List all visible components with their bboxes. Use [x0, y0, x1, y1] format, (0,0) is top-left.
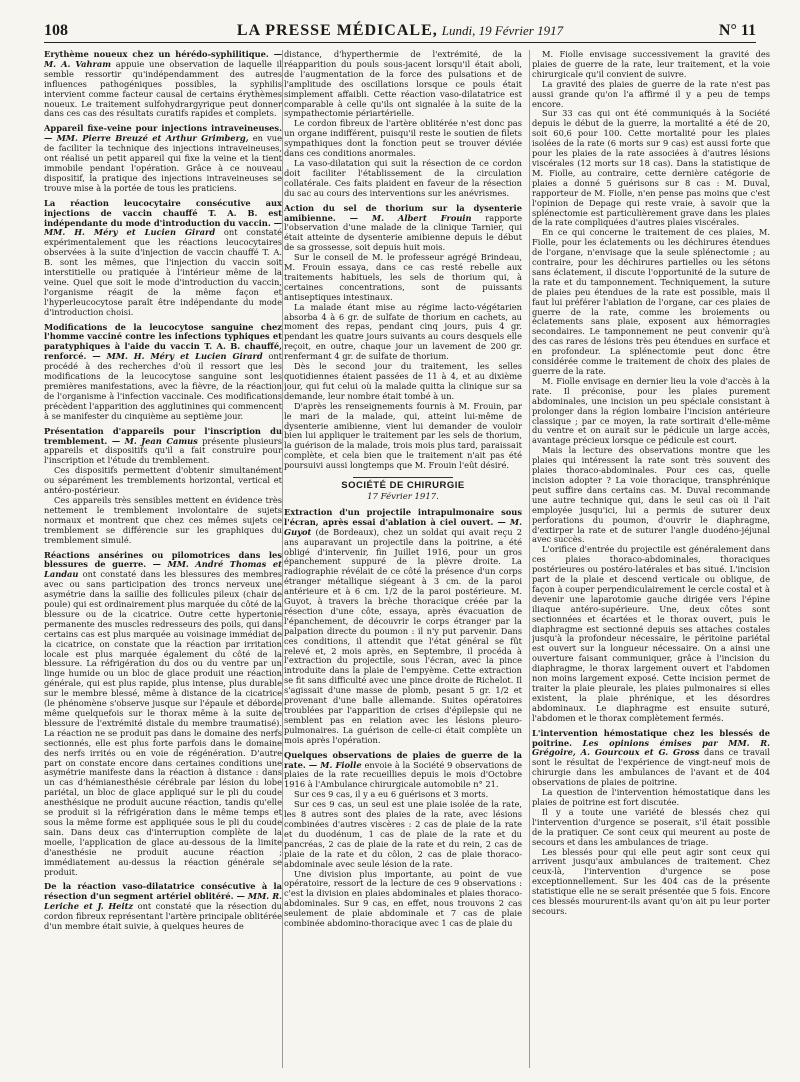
abstract-text: [44, 50, 282, 119]
abstract-title: Modifications de la leucocytose sanguine chez l'homme vacciné contre les infections typhiques et paratyphiques à l'aide du vaccin T. A. B. chauffé, renforcé.: [44, 321, 282, 362]
abstract-body: ont constaté que la résection du cordon fibreux représentant l'artère principale oblitérée d'un membre était suivie, à quelques heures de: [44, 901, 282, 932]
abstract: [44, 551, 282, 878]
paragraph: Ces dispositifs permettent d'obtenir simultanément ou séparément les tremblements horizontal, vertical et antéro-postérieur.: [44, 465, 282, 496]
abstract: [284, 204, 522, 471]
abstract-text: [284, 751, 522, 791]
society-heading: SOCIÉTÉ DE CHIRURGIE: [341, 480, 465, 492]
abstract-title: Action du sel de thorium sur la dysenterie amibienne.: [284, 202, 522, 223]
abstract-authors: — MM. R. Leriche et J. Heitz: [44, 891, 282, 912]
paragraph: distance, d'hyperthermie de l'extrémité, de la réapparition du pouls sous-jacent lorsqu'il était aboli, de l'augmentation de la force des pulsations et de l'amplitude des oscillations lorsque ce pouls était simplement affaibli. Cette réaction vaso-dilatatrice est comparable à celle qu'ils ont signalée à la suite de la sympathectomie périartérielle.: [284, 50, 522, 119]
abstract-authors: — M. Fiolle: [305, 759, 362, 770]
issue-date: Lundi, 19 Février 1917: [441, 23, 564, 38]
abstract-authors: — M. A. Vahram: [44, 50, 282, 69]
paragraph: M. Fiolle envisage successivement la gravité des plaies de guerre de la rate, leur traitement, et la voie chirurgicale qu'il convient de suivre.: [532, 50, 770, 79]
abstract-body: en vue de faciliter la technique des injections intraveineuses, ont réalisé un petit appareil qui fixe la veine et la tient immobile pendant l'opération. Grâce à ce nouveau dispositif, la pratique des injections intraveineuses se trouve mise à la portée de tous les praticiens.: [44, 133, 282, 193]
abstract-body: (de Bordeaux), chez un soldat qui avait reçu 2 ans auparavant un projectile dans la poitrine, a été obligé d'intervenir, fin Juillet 1916, pour un gros épanchement suppuré de la plèvre droite. La radiographie révélait de ce côté la présence d'un corps étranger métallique siégeant à 3 cm. de la paroi antérieure et à 6 cm. 1/2 de la paroi postérieure. M. Guyot, à travers la brèche thoracique créée par la résection d'une côte, essaya, après évacuation de l'épanchement, de découvrir le corps étranger par la palpation directe du poumon : il n'y put parvenir. Dans ces conditions, il attendit que l'état général se fût relevé et, 2 mois après, en Septembre, il procéda à l'extraction du projectile, sous l'écran, avec la pince introduite dans la plaie de l'empyème. Cette extraction se fit sans difficulté avec une pince droite de Richelot. Il s'agissait d'une masse de plomb, pesant 5 gr. 1/2 et provenant d'une balle allemande. Suites opératoires troublées par l'apparition de crises d'épilepsie qui ne semblent pas en relation avec les lésions pleuro-pulmonaires. La guérison de celle-ci était complète un mois après l'opération.: [284, 526, 522, 745]
paragraph: Mais la lecture des observations montre que les plaies qui intéressent la rate sont très souvent des plaies thoraco-abdominales. Pour ces cas, quelle incision adopter ? La voie thoracique, transphrénique peut suffire dans certains cas. M. Duval recommande une autre technique qui, dans le seul cas où il l'ait employée jusqu'ici, lui a permis de suturer deux perforations du poumon, d'ouvrir le diaphragme, d'extirper la rate et de suturer l'angle duodéno-jéjunal avec succès.: [532, 445, 770, 545]
abstract: [44, 427, 282, 546]
paragraph: La vaso-dilatation qui suit la résection de ce cordon doit faciliter l'établissement de la circulation collatérale. Ces faits plaident en faveur de la résection du sac au cours des interventions sur les anévrismes.: [284, 157, 522, 198]
abstract-authors: — MM. H. Méry et Lucien Girard: [44, 217, 282, 238]
abstract: [44, 50, 282, 119]
abstract-text: [44, 882, 282, 932]
paragraph: En ce qui concerne le traitement de ces plaies, M. Fiolle, pour les éclatements ou les déchirures étendues de l'organe, n'envisage que la seule splénectomie ; au contraire, pour les déchirures partielles ou les sétons sans éclatement, il discute l'opportunité de la suture de la rate et du tamponnement. Techniquement, la suture de plaies peu étendues de la rate est possible, mais il faut lui préférer l'ablation de l'organe, car ces plaies de guerre de la rate, comme les broiements ou éclatements sans plaie, exposent aux hémorragies secondaires. Le tamponnement ne peut convenir qu'à des cas rares de lésions très peu étendues en surface et en profondeur. La splénectomie peut donc être considérée comme le traitement de choix des plaies de guerre de la rate.: [532, 227, 770, 376]
abstract: [284, 508, 522, 746]
abstract-body: présente plusieurs appareils et dispositifs qu'il a fait construire pour l'inscription et l'étude du tremblement.: [44, 435, 282, 466]
abstract-title: Quelques observations de plaies de guerre de la rate.: [284, 749, 522, 770]
page-header: [44, 20, 756, 43]
journal-title: [44, 22, 756, 40]
abstract: [532, 729, 770, 917]
abstract-body: appuie une observation de laquelle il semble ressortir qu'indépendamment des autres influences pathogéniques possibles, la syphilis intervient comme facteur causal de certains érythèmes noueux. Le traitement sulfohydrargyrique peut donner dans ces cas des résultats curatifs rapides et complets.: [44, 58, 282, 119]
abstract-title: L'intervention hémostatique chez les blessés de poitrine.: [532, 727, 770, 748]
abstract-authors: — MM. H. Méry et Lucien Girard: [86, 351, 263, 362]
abstract-authors: — MM. Pierre Breuzé et Arthur Grimberg,: [44, 133, 249, 144]
abstract-text: [44, 124, 282, 193]
paragraph: Ces appareils très sensibles mettent en évidence très nettement le tremblement involontaire de sujets normaux et montrent que chez ces mêmes sujets ce tremblement se différencie sur les graphiques du tremblement simulé.: [44, 494, 282, 545]
abstract-authors: — M. Albert Frouin: [335, 212, 472, 223]
abstract-authors: — MM. André Thomas et Landau: [44, 559, 282, 580]
paragraph: La question de l'intervention hémostatique dans les plaies de poitrine est fort discutée.: [532, 787, 770, 807]
paragraph: Une division plus importante, au point de vue opératoire, ressort de la lecture de ces 9 observations : c'est la division en plaies abdominales et plaies thoraco-abdominales. Sur 9 cas, en effet, nous trouvons 2 cas seulement de plaie abdominale et 7 cas de plaie combinée abdomino-thoracique avec 1 cas de plaie du: [284, 868, 522, 929]
abstract-text: [284, 204, 522, 254]
abstract-body: ont constaté dans les blessures des membres avec ou sans participation des troncs nerveux une asymétrie dans la saillie des follicules pileux (chair de poule) qui est ordinairement plus marquée du côté de la blessure ou de la cicatrice. Outre cette hypertonie permanente des muscles redresseurs des poils, qui dans certains cas est plus marquée au voisinage immédiat de la cicatrice, on constate que la réaction par irritation locale est plus marquée également du côté de la blessure. La réfrigération du dos ou du ventre par un linge humide ou un bloc de glace produit une réaction générale, qui est plus rapide, plus intense, plus durable sur le membre blessé, même à distance de la cicatrice (le phénomène s'observe jusque sur l'épaule et déborde même quelquefois sur le thorax même à la suite de blessure de l'extrémité distale du membre traumatisé). La réaction ne se produit pas dans le domaine des nerfs sectionnés, elle est plus forte parfois dans le domaine des nerfs irrités ou en voie de régénération. D'autre part on constate encore dans certaines conditions une asymétrie manifeste dans la réaction à distance : dans un cas d'hémianesthésie cérébrale par lésion du lobe pariétal, un bloc de glace appliqué sur le pli du coude anesthésique ne produit aucune réaction, tandis qu'elle se produit si la réfrigération dans le même temps et sous la même forme est appliquée sous le pli du coude sain. Dans deux cas d'interruption complète de la moelle, l'application de glace au-dessous de la limite d'anesthésie ne produit aucune réaction ; immédiatement au-dessus la réaction générale se produit.: [44, 569, 282, 877]
paragraph: Le cordon fibreux de l'artère oblitérée n'est donc pas un organe indifférent, puisqu'il reste le soutien de filets sympathiques dont la fonction peut se trouver déviée dans ces conditions anormales.: [284, 118, 522, 159]
issue-number: N° 11: [718, 22, 756, 39]
abstract-title: Appareil fixe-veine pour injections intraveineuses.: [44, 123, 282, 134]
journal-name: LA PRESSE MÉDICALE,: [236, 22, 438, 39]
abstract-authors: — M. Jean Camus: [107, 435, 198, 446]
abstract-body: envoie à la Société 9 observations de plaies de la rate recueillies depuis le mois d'Octobre 1916 à l'Ambulance chirurgicale automobile n° 21.: [284, 759, 522, 790]
column-rule: [529, 50, 530, 1068]
abstract: [284, 751, 522, 929]
page-number: 108: [44, 22, 68, 39]
paragraph: Dès le second jour du traitement, les selles quotidiennes étaient passées de 11 à 4, et au dixième jour, qui fut celui où la malade quitta la clinique sur sa demande, leur nombre était tombé à un.: [284, 361, 522, 401]
section-divider: [353, 477, 453, 478]
abstract-text: [532, 729, 770, 788]
paragraph: Sur 33 cas qui ont été communiqués à la Société depuis le début de la guerre, la mortalité a été de 20, soit 60,6 pour 100. Cette mortalité pour les plaies isolées de la rate (6 morts sur 9 cas) est aussi forte que pour les plaies de la rate associées à d'autres lésions viscérales (12 morts sur 18 cas). Dans la statistique de M. Fiolle, au contraire, cette dernière catégorie de plaies a donné 5 guérisons sur 8 cas : M. Duval, rapporteur de M. Fiolle, n'en pense pas moins que c'est l'opinion de Depage qui reste vraie, à savoir que la splénectomie est particulièrement grave dans les plaies de la rate compliquées d'autres plaies viscérales.: [532, 108, 770, 228]
abstract-title: De la réaction vaso-dilatatrice consécutive à la résection d'un segment artériel oblitéré.: [44, 881, 282, 902]
abstract-body: dans ce travail sont le résultat de l'expérience de vingt-neuf mois de chirurgie dans les ambulances de l'avant et de 404 observations de plaies de poitrine.: [532, 747, 770, 788]
society-date: 17 Février 1917.: [367, 491, 439, 502]
paragraph: Sur ces 9 cas, il y a eu 6 guérisons et 3 morts.: [294, 789, 489, 800]
abstract-title: Extraction d'un projectile intrapulmonaire sous l'écran, après essai d'ablation à ciel ouvert.: [284, 506, 522, 527]
abstract-continuation: [532, 50, 770, 724]
abstract-title: Réactions ansérines ou pilomotrices dans les blessures de guerre.: [44, 549, 282, 570]
abstract-title: La réaction leucocytaire consécutive aux injections de vaccin chauffé T. A. B. est indépendante du mode d'introduction du vaccin.: [44, 197, 282, 228]
abstract-text: [44, 199, 282, 318]
abstract-title: Présentation d'appareils pour l'inscription du tremblement.: [44, 425, 282, 446]
column-1: [44, 50, 282, 1074]
column-3: [532, 50, 770, 1074]
paragraph: D'après les renseignements fournis à M. Frouin, par le mari de la malade, qui, atteint lui-même de dysenterie amibienne, vient lui demander de vouloir bien lui appliquer le traitement par les sels de thorium, la guérison de la malade, trois mois plus tard, paraissait complète, et cela bien que le traitement n'ait pas été poursuivi aussi longtemps que M. Frouin l'eût désiré.: [284, 400, 522, 471]
abstract-body: rapporte l'observation d'une malade de la clinique Tarnier, qui était atteinte de dysenterie amibienne depuis le début de sa grossesse, soit depuis huit mois.: [284, 212, 522, 253]
paragraph: Sur ces 9 cas, un seul est une plaie isolée de la rate, les 8 autres sont des plaies de la rate, avec lésions combinées d'autres viscères : 2 cas de plaie de la rate et du duodénum, 1 cas de plaie de la rate et du pancréas, 2 cas de plaie de la rate et du rein, 2 cas de plaie de la rate et du côlon, 2 cas de plaie thoraco-abdominale avec seule lésion de la rate.: [284, 799, 522, 869]
abstract-text: [44, 427, 282, 467]
paragraph: Il y a toute une variété de blessés chez qui l'intervention d'urgence se poserait, s'il était possible de la pratiquer. Ce sont ceux qui meurent au poste de secours et dans les ambulances de triage.: [532, 806, 770, 847]
abstract-title: Erythème noueux chez un hérédo-syphilitique.: [44, 50, 269, 59]
abstract-body: ont procédé à des recherches d'où il ressort que les modifications de la leucocytose sanguine sont les premières manifestations, avec la fièvre, de la réaction de l'organisme à l'infection vaccinale. Ces modifications précèdent l'apparition des agglutinines qui commencent à se manifester du cinquième au septième jour.: [44, 351, 282, 421]
abstract: [44, 882, 282, 932]
column-rule: [282, 50, 283, 1068]
abstract-body: ont constaté expérimentalement que les réactions leucocytaires observées à la suite d'injection de vaccin chauffé T. A. B. sont les mêmes, que l'injection du vaccin soit interstitielle ou pratiquée à l'intérieur même de la veine. Quel que soit le mode d'introduction du vaccin, l'organisme réagit de la même façon et l'hyperleucocytose paraît être indépendante du mode d'introduction choisi.: [44, 227, 282, 317]
abstract-continuation: [284, 50, 522, 199]
paragraph: La malade étant mise au régime lacto-végétarien absorba 4 à 6 gr. de sulfate de thorium en cachets, au moment des repas, pendant cinq jours, puis 4 gr. pendant les quatre jours suivants au cours desquels elle reçoit, en outre, chaque jour un lavement de 200 gr. renfermant 4 gr. de sulfate de thorium.: [284, 301, 522, 362]
abstract-text: [284, 508, 522, 746]
abstract: [44, 124, 282, 193]
paragraph: L'orifice d'entrée du projectile est généralement dans ces plaies thoraco-abdominales, thoraciques postérieures ou postéro-latérales et bas situé. L'incision part de la plaie et descend verticale ou oblique, de façon à couper perpendiculairement le cercle costal et à devenir une laparotomie gauche dirigée vers l'épine iliaque antéro-supérieure. Une, deux côtes sont sectionnées et écartées et le thorax ouvert, puis le diaphragme est sectionné depuis ses attaches costales jusqu'à la profondeur nécessaire, le péritoine pariétal est ouvert sur la longueur nécessaire. On a ainsi une ouverture faisant communiquer, grâce à l'incision du diaphragme, le thorax largement ouvert et l'abdomen non moins largement exposé. Cette incision permet de traiter la plaie pleurale, les plaies pulmonaires si elles existent, la plaie phrénique, et les désordres abdominaux. Le diaphragme est ensuite suturé, l'abdomen et le thorax complètement fermés.: [532, 544, 770, 723]
paragraph: Sur le conseil de M. le professeur agrégé Brindeau, M. Frouin essaya, dans ce cas resté rebelle aux traitements habituels, les sels de thorium qui, à certaines concentrations, sont de puissants antiseptiques intestinaux.: [284, 252, 522, 302]
abstract-text: [44, 551, 282, 878]
paragraph: Les blessés pour qui elle peut agir sont ceux qui arrivent jusqu'aux ambulances de traitement. Chez ceux-là, l'intervention d'urgence se pose exceptionnellement. Sur les 404 cas de la présente statistique elle ne se serait présentée que 5 fois. Encore ces blessés moururent-ils avant qu'on ait pu leur porter secours.: [532, 846, 770, 916]
abstract: [44, 323, 282, 422]
abstract: [44, 199, 282, 318]
paragraph: La gravité des plaies de guerre de la rate n'est pas aussi grande qu'on l'a affirmé il y a peu de temps encore.: [532, 78, 770, 109]
paragraph: M. Fiolle envisage en dernier lieu la voie d'accès à la rate. Il préconise, pour les plaies purement abdominales, une incision un peu spéciale consistant à prolonger dans la région lombaire l'incision antérieure classique ; par ce moyen, la rate sortirait d'elle-même du ventre et on aurait sur le pédicule un large accès, avantage précieux lorsque ce pédicule est court.: [532, 375, 770, 446]
column-2: [284, 50, 522, 1074]
abstract-authors: — M. Guyot: [284, 516, 522, 537]
abstract-text: [44, 323, 282, 422]
abstract-authors: Les opinions émises par MM. R. Grégoire, A. Gourcoux et G. Gross: [532, 737, 770, 758]
